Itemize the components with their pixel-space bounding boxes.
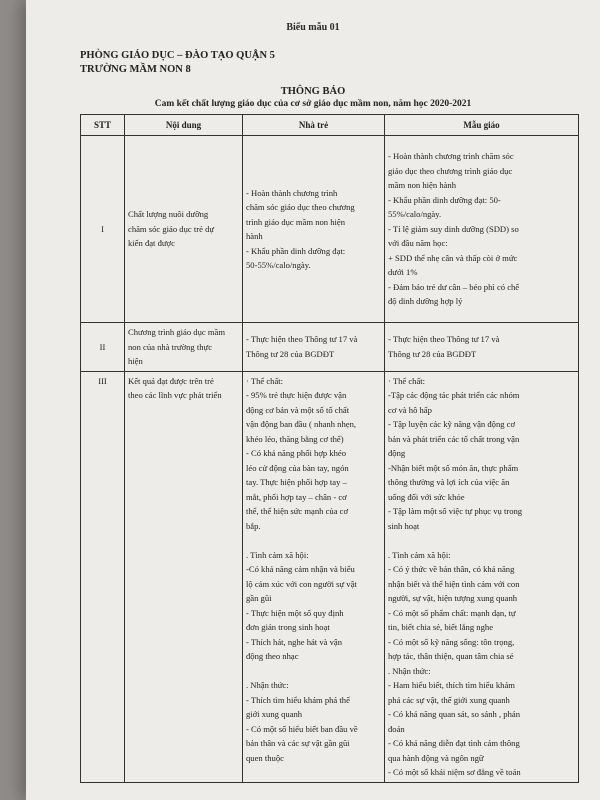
header-nursery: Nhà trẻ bbox=[243, 115, 385, 136]
row-stt: III bbox=[81, 371, 125, 782]
cell-line: theo các lĩnh vực phát triển bbox=[128, 390, 222, 400]
cell-line: - Có một số phẩm chất: mạnh dạn, tự bbox=[388, 607, 516, 618]
form-number: Biểu mẫu 01 bbox=[286, 22, 340, 33]
commitment-table bbox=[80, 114, 579, 783]
cell-line: . Nhận thức: bbox=[246, 680, 289, 690]
cell-line: - Thích hát, nghe hát và vận bbox=[246, 636, 343, 647]
cell-line bbox=[246, 533, 381, 548]
cell-line bbox=[388, 533, 575, 548]
cell-line: 50-55%/calo/ngày. bbox=[246, 260, 311, 270]
cell-line: bản và phát triển các tố chất trong vận bbox=[388, 433, 520, 444]
cell-line bbox=[246, 664, 381, 679]
cell-line: - Khẩu phần dinh dưỡng đạt: bbox=[246, 245, 346, 256]
cell-line: - Đảm bảo trẻ dư cân – béo phì có chế bbox=[388, 281, 520, 292]
cell-line: lộ cảm xúc với con người sự vật bbox=[246, 578, 357, 589]
cell-line: đơn giản trong sinh hoạt bbox=[246, 622, 330, 632]
document-title: THÔNG BÁO bbox=[280, 86, 346, 97]
cell-line: - Thực hiện theo Thông tư 17 và bbox=[388, 334, 500, 345]
cell-line: -Tập các động tác phát triển các nhóm bbox=[388, 390, 520, 400]
cell-line: uống đối với sức khỏe bbox=[388, 491, 465, 502]
cell-line: -Nhận biết một số món ăn, thực phẩm bbox=[388, 462, 519, 473]
cell-line: tin, biết chia sẻ, biết lắng nghe bbox=[388, 622, 494, 632]
row-nursery bbox=[243, 323, 385, 372]
table-row bbox=[81, 136, 579, 323]
cell-line: động theo nhạc bbox=[246, 651, 299, 661]
row-nursery bbox=[243, 136, 385, 323]
cell-line: đoán bbox=[388, 723, 405, 734]
cell-line: chăm sóc giáo dục theo chương bbox=[246, 202, 355, 212]
cell-line: Kết quả đạt được trên trẻ bbox=[128, 375, 214, 386]
cell-line: giáo dục theo chương trình giáo dục bbox=[388, 165, 513, 176]
cell-line: - 95% trẻ thực hiện được vận bbox=[246, 390, 347, 400]
cell-line: · Thể chất: bbox=[388, 375, 426, 386]
row-kindergarten bbox=[385, 323, 579, 372]
cell-line: bắp. bbox=[246, 520, 261, 531]
header-content: Nội dung bbox=[125, 115, 243, 136]
cell-line: - Ham hiểu biết, thích tìm hiểu khám bbox=[388, 680, 515, 690]
cell-line: . Tình cảm xã hội: bbox=[388, 549, 451, 560]
row-content bbox=[125, 371, 243, 782]
cell-line: hợp tác, thân thiện, quan tâm chia sẻ bbox=[388, 651, 514, 661]
cell-line: Chương trình giáo dục mầm bbox=[128, 327, 226, 337]
cell-line: vận động ban đầu ( nhanh nhẹn, bbox=[246, 419, 357, 429]
row-stt: I bbox=[81, 136, 125, 323]
cell-line: - Có một số khái niệm sơ đẳng về toán bbox=[388, 767, 521, 777]
document-page bbox=[26, 0, 600, 800]
cell-line: người, sự vật, hiện tượng xung quanh bbox=[388, 593, 518, 603]
cell-line: - Tập làm một số việc tự phục vụ trong bbox=[388, 506, 523, 516]
table-row bbox=[81, 323, 579, 372]
table-header-row bbox=[81, 115, 579, 136]
cell-line: - Thực hiện một số quy định bbox=[246, 607, 344, 618]
cell-line: - Khẩu phần dinh dưỡng đạt: 50- bbox=[388, 194, 501, 205]
cell-line: phá các sự vật, thế giới xung quanh bbox=[388, 694, 510, 705]
row-kindergarten bbox=[385, 371, 579, 782]
document-subtitle: Cam kết chất lượng giáo dục của cơ sở giáo dục mầm non, năm học 2020-2021 bbox=[154, 99, 472, 109]
row-kindergarten bbox=[385, 136, 579, 323]
cell-line: với đầu năm học: bbox=[388, 238, 448, 249]
cell-line: động cơ bản và một số tố chất bbox=[246, 404, 350, 415]
cell-line: động bbox=[388, 448, 406, 458]
cell-line: quen thuộc bbox=[246, 752, 284, 763]
cell-line: - Tập luyện các kỹ năng vận động cơ bbox=[388, 419, 516, 429]
header-stt: STT bbox=[81, 115, 125, 136]
cell-line: Thông tư 28 của BGDĐT bbox=[388, 348, 477, 359]
agency-name: PHÒNG GIÁO DỤC – ĐÀO TẠO QUẬN 5 bbox=[80, 50, 275, 61]
cell-line: . Tình cảm xã hội: bbox=[246, 549, 309, 560]
cell-line: - Có khả năng phối hợp khéo bbox=[246, 448, 347, 458]
cell-line: gần gũi bbox=[246, 593, 272, 603]
cell-line: · Thể chất: bbox=[246, 375, 284, 386]
cell-line: . Nhận thức: bbox=[388, 665, 431, 676]
cell-line: 55%/calo/ngày. bbox=[388, 209, 442, 220]
cell-line: nhận biết và thể hiện tình cảm với con bbox=[388, 578, 520, 589]
cell-line: bản thân và các sự vật gần gũi bbox=[246, 738, 350, 748]
cell-line: mầm non hiện hành bbox=[388, 180, 457, 191]
cell-line: - Hoàn thành chương trình bbox=[246, 187, 338, 198]
cell-line: thể, thể hiện sức mạnh của cơ bbox=[246, 506, 349, 516]
cell-line: non của nhà trường thực bbox=[128, 341, 213, 352]
row-content bbox=[125, 136, 243, 323]
row-stt: II bbox=[81, 323, 125, 372]
cell-line: - Có một số hiểu biết ban đầu về bbox=[246, 723, 358, 734]
cell-line: cơ và hô hấp bbox=[388, 404, 432, 415]
cell-line: - Hoàn thành chương trình chăm sóc bbox=[388, 151, 514, 162]
cell-line: trình giáo dục mầm non hiện bbox=[246, 216, 346, 227]
row-content bbox=[125, 323, 243, 372]
cell-line: khéo léo, thăng bằng cơ thể) bbox=[246, 433, 344, 444]
cell-line: + SDD thể nhẹ cân và thấp còi ở mức bbox=[388, 252, 518, 263]
cell-line: độ dinh dưỡng hợp lý bbox=[388, 296, 463, 307]
cell-line: - Có một số kỹ năng sống: tôn trọng, bbox=[388, 636, 515, 647]
cell-line: - Tỉ lệ giảm suy dinh dưỡng (SDD) so bbox=[388, 223, 519, 234]
table-row bbox=[81, 371, 579, 782]
cell-line: léo cử động của bàn tay, ngón bbox=[246, 462, 349, 473]
cell-line: giới xung quanh bbox=[246, 709, 303, 719]
school-name: TRƯỜNG MẦM NON 8 bbox=[80, 64, 191, 75]
cell-line: qua hành động và ngôn ngữ bbox=[388, 752, 484, 763]
cell-line: chăm sóc giáo dục trẻ dự bbox=[128, 223, 215, 234]
cell-line: - Có khả năng quan sát, so sánh , phán bbox=[388, 709, 520, 719]
cell-line: dưới 1% bbox=[388, 267, 418, 278]
cell-line: -Có khả năng cảm nhận và biểu bbox=[246, 564, 355, 574]
cell-line: - Có khả năng diễn đạt tình cảm thông bbox=[388, 738, 520, 748]
cell-line: sinh hoạt bbox=[388, 520, 420, 531]
cell-line: mắt, phối hợp tay – chân - cơ bbox=[246, 491, 347, 502]
cell-line: kiến đạt được bbox=[128, 238, 175, 249]
row-nursery bbox=[243, 371, 385, 782]
cell-line: - Có ý thức về bản thân, có khả năng bbox=[388, 564, 515, 574]
cell-line: hành bbox=[246, 231, 263, 241]
cell-line: hiện bbox=[128, 356, 143, 366]
document-header bbox=[26, 0, 600, 112]
header-kindergarten: Mẫu giáo bbox=[385, 115, 579, 136]
cell-line: - Thích tìm hiểu khám phá thế bbox=[246, 694, 350, 705]
cell-line: Chất lượng nuôi dưỡng bbox=[128, 209, 209, 220]
cell-line: tay. Thực hiện phối hợp tay – bbox=[246, 477, 347, 487]
cell-line: Thông tư 28 của BGDĐT bbox=[246, 348, 335, 359]
cell-line: thông thường và lợi ích của việc ăn bbox=[388, 477, 510, 487]
cell-line: - Thực hiện theo Thông tư 17 và bbox=[246, 334, 358, 345]
